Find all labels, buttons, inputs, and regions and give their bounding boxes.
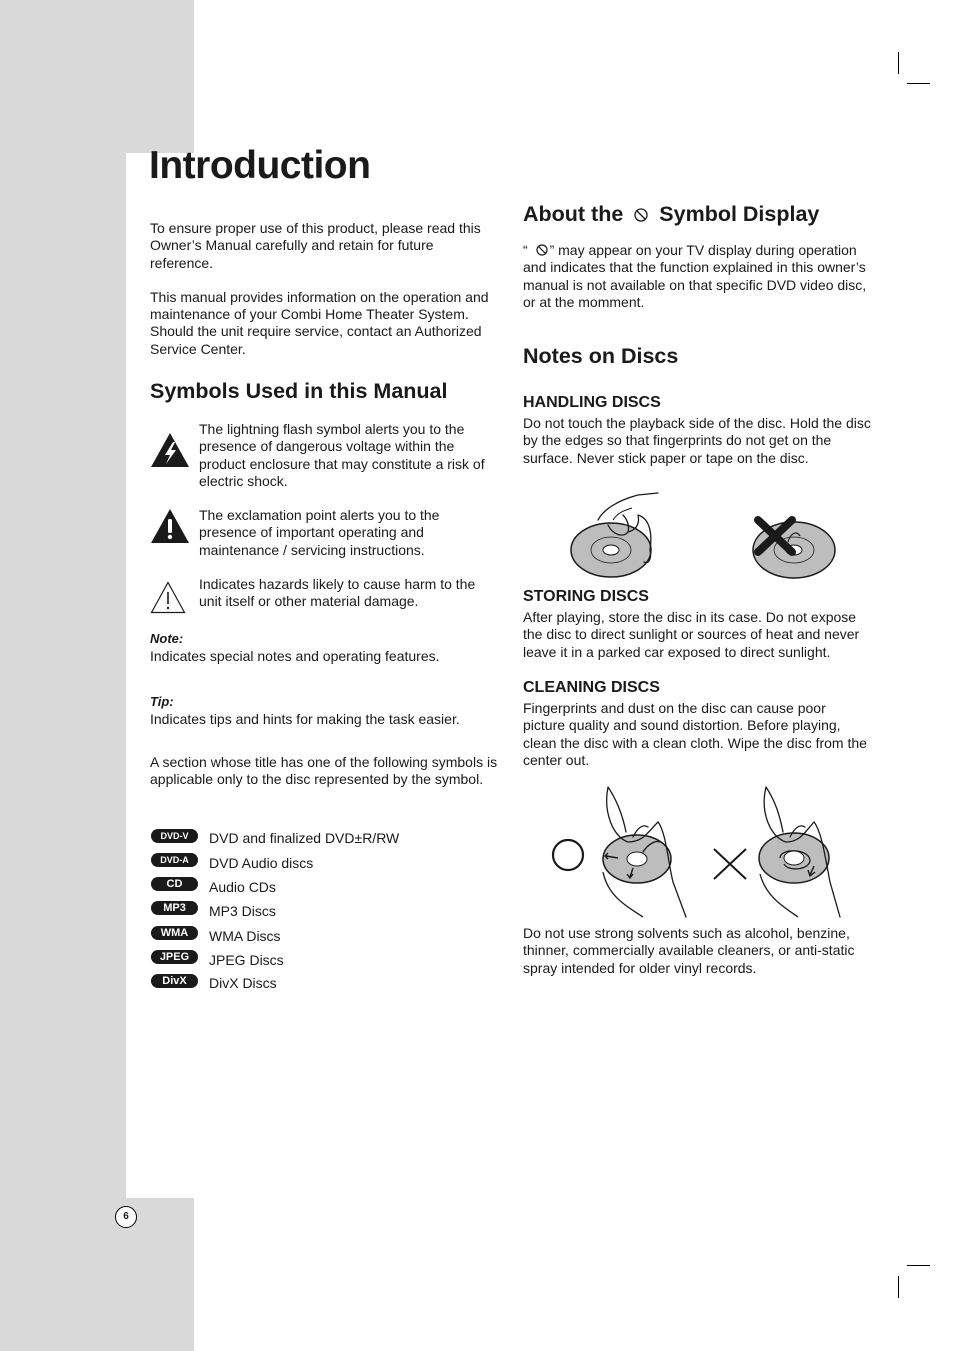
disc-badge-divx: DivX bbox=[151, 974, 198, 988]
sidebar-band-bottom bbox=[0, 1198, 194, 1351]
disc-label: DVD Audio discs bbox=[209, 855, 314, 871]
exclamation-warning-icon bbox=[150, 508, 190, 544]
section-symbols-paragraph bbox=[150, 754, 500, 789]
handling-discs-paragraph bbox=[523, 415, 875, 467]
disc-badge-dvd-a: DVD-A bbox=[151, 853, 198, 867]
disc-label: DVD and finalized DVD±R/RW bbox=[209, 830, 400, 846]
about-quote-open: “ bbox=[523, 242, 528, 258]
note-text: Indicates special notes and operating features. bbox=[150, 648, 440, 665]
sidebar-band-top bbox=[0, 0, 194, 153]
page-number: 6 bbox=[115, 1206, 137, 1228]
lightning-warning-icon bbox=[150, 432, 190, 468]
tip-label: Tip: bbox=[150, 694, 174, 709]
handling-discs-heading: HANDLING DISCS bbox=[523, 394, 661, 411]
solvents-paragraph bbox=[523, 925, 875, 977]
about-symbol-text bbox=[523, 242, 875, 311]
about-symbol-heading bbox=[523, 202, 819, 227]
storing-discs-heading: STORING DISCS bbox=[523, 588, 649, 605]
crop-mark-top-horizontal bbox=[907, 83, 930, 84]
note-label: Note: bbox=[150, 631, 184, 646]
solvents-text: Do not use strong solvents such as alcohol, benzine, thinner, commercially available cleaners, or anti-static spray intended for older vinyl records. bbox=[523, 925, 855, 976]
lightning-description: The lightning flash symbol alerts you to the presence of dangerous voltage within the product enclosure that may constitute a risk of electric shock. bbox=[199, 421, 485, 489]
section-symbols-text: A section whose title has one of the following symbols is applicable only to the disc represented by the symbol. bbox=[150, 754, 498, 788]
prohibited-symbol-icon bbox=[535, 243, 549, 257]
tip-block bbox=[150, 693, 500, 729]
cleaning-discs-text: Fingerprints and dust on the disc can cause poor picture quality and sound distortion. Before playing, clean the disc with a clean cloth. Wipe the disc from the center out. bbox=[523, 700, 867, 768]
handling-discs-text: Do not touch the playback side of the disc. Hold the disc by the edges so that fingerprints do not get on the surface. Never stick paper or tape on the disc. bbox=[523, 415, 871, 466]
exclamation-description: The exclamation point alerts you to the presence of important operating and maintenance / servicing instructions. bbox=[199, 507, 440, 558]
notes-on-discs-heading: Notes on Discs bbox=[523, 344, 679, 368]
cleaning-discs-heading: CLEANING DISCS bbox=[523, 679, 660, 696]
note-block bbox=[150, 630, 500, 666]
page-title: Introduction bbox=[149, 144, 371, 187]
sidebar-band-left bbox=[0, 153, 126, 1198]
disc-wrong-grip-illustration bbox=[748, 512, 840, 584]
intro-paragraph-2: This manual provides information on the operation and maintenance of your Combi Home Theater System. Should the unit require service, contact an Authorized Service Center. bbox=[150, 288, 489, 357]
about-symbol-body: ” may appear on your TV display during operation and indicates that the function explained in this owner’s manual is not available on that specific DVD video disc, or at the momment. bbox=[523, 242, 867, 310]
symbols-heading: Symbols Used in this Manual bbox=[150, 379, 448, 403]
disc-correct-grip-illustration bbox=[568, 490, 678, 582]
hazard-outline-icon bbox=[150, 581, 186, 614]
hazard-description: Indicates hazards likely to cause harm to the unit itself or other material damage. bbox=[199, 576, 476, 610]
disc-type-list bbox=[151, 828, 501, 998]
disc-badge-wma: WMA bbox=[151, 926, 198, 940]
disc-cleaning-illustration bbox=[548, 782, 848, 922]
tip-text: Indicates tips and hints for making the task easier. bbox=[150, 711, 460, 728]
storing-discs-paragraph bbox=[523, 609, 879, 661]
cleaning-discs-paragraph bbox=[523, 700, 868, 769]
symbols-list bbox=[150, 421, 500, 621]
disc-badge-dvd-v: DVD-V bbox=[151, 829, 198, 843]
about-heading-post: Symbol Display bbox=[659, 202, 820, 226]
about-heading-pre: About the bbox=[523, 202, 624, 226]
crop-mark-bottom-horizontal bbox=[907, 1265, 930, 1266]
about-symbol-paragraph bbox=[523, 242, 875, 311]
disc-label: DivX Discs bbox=[209, 975, 277, 991]
crop-mark-top-vertical bbox=[898, 52, 899, 74]
disc-badge-cd: CD bbox=[151, 877, 198, 891]
prohibited-symbol-icon bbox=[633, 207, 649, 223]
crop-mark-bottom-vertical bbox=[898, 1276, 899, 1298]
disc-label: WMA Discs bbox=[209, 928, 281, 944]
disc-label: MP3 Discs bbox=[209, 903, 276, 919]
disc-badge-jpeg: JPEG bbox=[151, 950, 198, 964]
left-column bbox=[150, 220, 500, 358]
disc-label: Audio CDs bbox=[209, 879, 276, 895]
intro-paragraph-1: To ensure proper use of this product, please read this Owner’s Manual carefully and retain for future reference. bbox=[150, 220, 481, 271]
disc-label: JPEG Discs bbox=[209, 952, 284, 968]
disc-badge-mp3: MP3 bbox=[151, 901, 198, 915]
storing-discs-text: After playing, store the disc in its case. Do not expose the disc to direct sunlight or sources of heat and never leave it in a parked car exposed to direct sunlight. bbox=[523, 609, 860, 660]
